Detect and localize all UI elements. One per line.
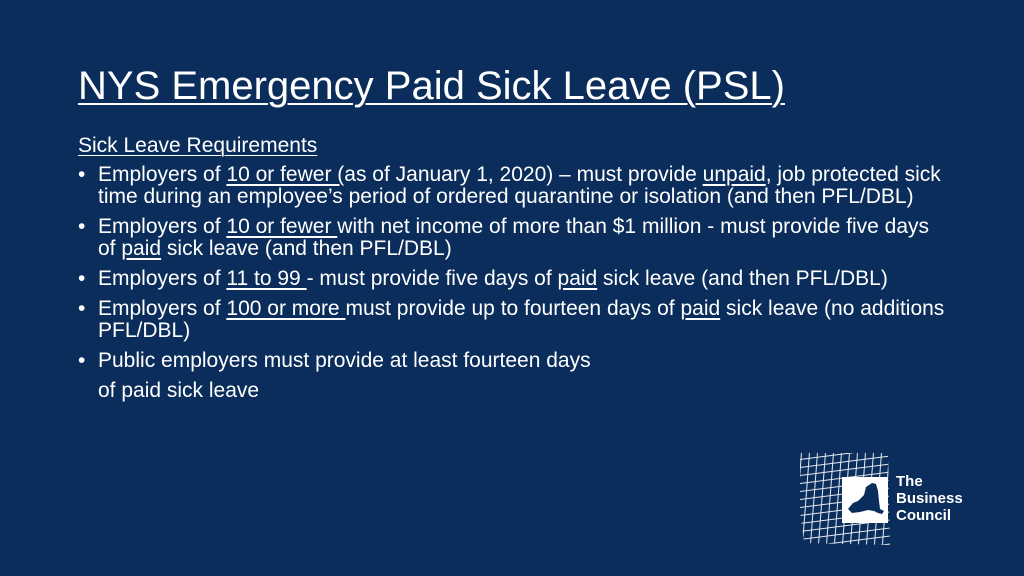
list-item — [78, 298, 948, 342]
bullet-text: Employers of — [98, 215, 227, 238]
underlined-term: paid — [121, 237, 162, 260]
public-employers-line1: Public employers must provide at least fourteen days — [98, 349, 591, 372]
logo-word-council: Council — [896, 507, 951, 524]
requirements-list — [78, 164, 948, 414]
logo-wordmark — [896, 473, 963, 524]
list-item-public-employers — [78, 346, 948, 406]
underlined-term: 100 or more — [226, 297, 346, 320]
underlined-term: 11 to 99 — [226, 267, 307, 290]
bullet-text: Employers of — [98, 267, 227, 290]
underlined-term: unpaid — [702, 163, 766, 186]
bullet-text: sick leave (no additions PFL/DBL) — [98, 297, 945, 342]
list-item — [78, 268, 948, 290]
bullet-text: sick leave (and then PFL/DBL) — [597, 267, 888, 290]
public-employers-line2: of paid sick leave — [98, 379, 260, 402]
business-council-logo — [798, 451, 978, 547]
underlined-term: paid — [557, 267, 598, 290]
logo-word-the: The — [896, 473, 923, 490]
bullet-text: with net income of more than $1 million - must provide five days of — [98, 215, 930, 260]
bullet-text: Employers of — [98, 297, 227, 320]
underlined-term: 10 or fewer ( — [226, 163, 345, 186]
new-york-state-map-icon — [798, 451, 890, 547]
underlined-term: paid — [680, 297, 721, 320]
slide-title: NYS Emergency Paid Sick Leave (PSL) — [78, 64, 785, 108]
underlined-term: 10 or fewer — [226, 215, 338, 238]
bullet-text: must provide up to fourteen days of — [345, 297, 681, 320]
logo-word-business: Business — [896, 490, 963, 507]
bullet-text: as of January 1, 2020) – must provide — [344, 163, 703, 186]
bullet-text: , job protected sick time during an employee’s period of ordered quarantine or isolation (and then PFL/DBL) — [98, 163, 941, 208]
bullet-text: - must provide five days of — [306, 267, 558, 290]
bullet-text: Employers of — [98, 163, 227, 186]
section-subheading: Sick Leave Requirements — [78, 134, 318, 157]
list-item — [78, 164, 948, 208]
bullet-text: sick leave (and then PFL/DBL) — [161, 237, 452, 260]
list-item — [78, 216, 948, 260]
